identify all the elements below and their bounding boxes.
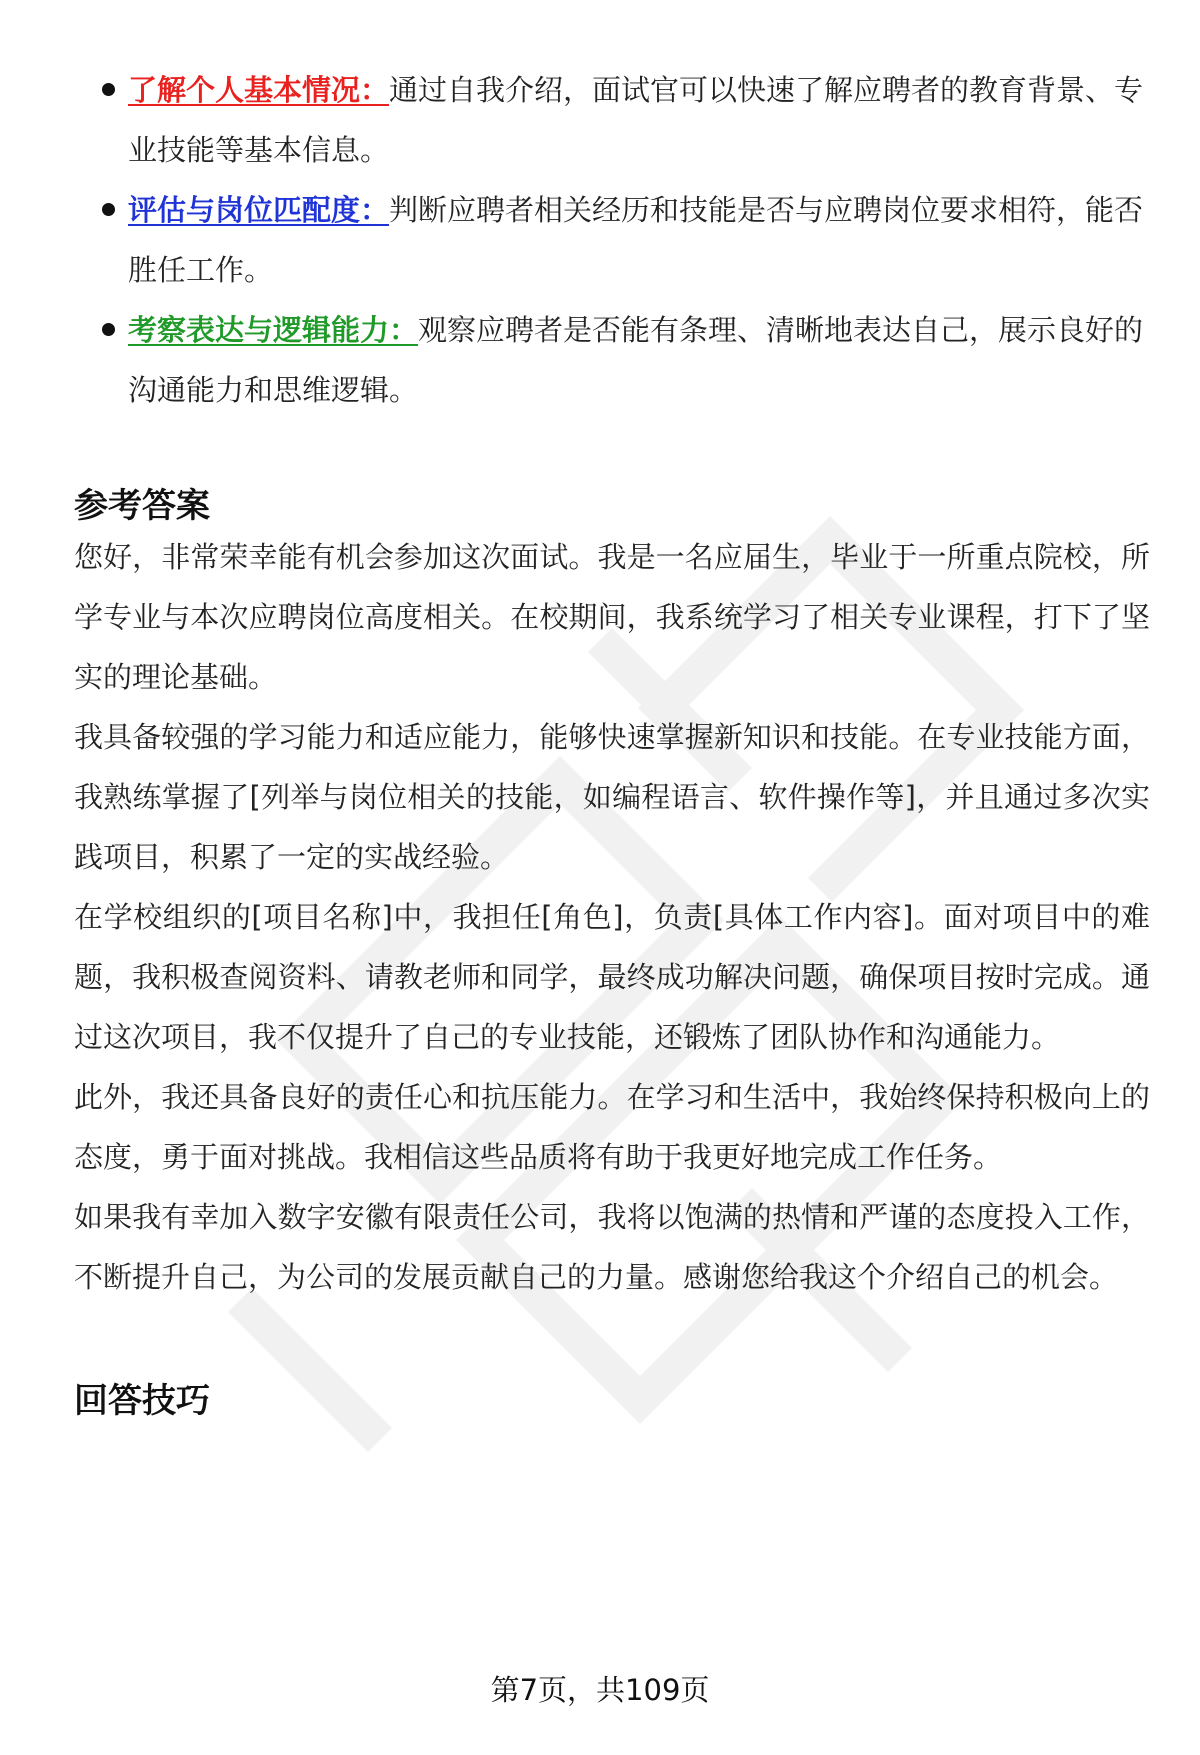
bullet-dot-icon	[102, 83, 115, 96]
bullet-dot-icon	[102, 203, 115, 216]
bullet-keyword: 评估与岗位匹配度：	[128, 193, 390, 227]
bullet-text: 观察应聘者是否能有条理、清晰地表达自己，展示良好的沟通能力和思维逻辑。	[128, 313, 1144, 407]
section-heading-tips: 回答技巧	[74, 1381, 210, 1421]
purpose-list	[74, 60, 1150, 420]
answer-paragraph: 此外，我还具备良好的责任心和抗压能力。在学习和生活中，我始终保持积极向上的态度，勇于面对挑战。我相信这些品质将有助于我更好地完成工作任务。	[74, 1080, 1150, 1174]
list-item	[74, 60, 1150, 180]
answer-paragraph: 如果我有幸加入数字安徽有限责任公司，我将以饱满的热情和严谨的态度投入工作，不断提升自己，为公司的发展贡献自己的力量。感谢您给我这个介绍自己的机会。	[74, 1200, 1150, 1294]
answer-paragraph: 您好，非常荣幸能有机会参加这次面试。我是一名应届生，毕业于一所重点院校，所学专业与本次应聘岗位高度相关。在校期间，我系统学习了相关专业课程，打下了坚实的理论基础。	[74, 540, 1150, 694]
answer-paragraph: 我具备较强的学习能力和适应能力，能够快速掌握新知识和技能。在专业技能方面，我熟练掌握了[列举与岗位相关的技能，如编程语言、软件操作等]，并且通过多次实践项目，积累了一定的实战经验。	[74, 720, 1150, 874]
bullet-dot-icon	[102, 323, 115, 336]
page-number: 第7页，共109页	[490, 1673, 710, 1707]
answer-paragraph: 在学校组织的[项目名称]中，我担任[角色]，负责[具体工作内容]。面对项目中的难题，我积极查阅资料、请教老师和同学，最终成功解决问题，确保项目按时完成。通过这次项目，我不仅提升了自己的专业技能，还锻炼了团队协作和沟通能力。	[74, 900, 1150, 1054]
list-item	[74, 180, 1150, 300]
bullet-keyword: 考察表达与逻辑能力：	[128, 313, 419, 347]
bullet-text: 判断应聘者相关经历和技能是否与应聘岗位要求相符，能否胜任工作。	[128, 193, 1144, 287]
bullet-keyword: 了解个人基本情况：	[128, 73, 390, 107]
bullet-text: 通过自我介绍，面试官可以快速了解应聘者的教育背景、专业技能等基本信息。	[128, 73, 1144, 167]
page-content	[74, 60, 1150, 1422]
list-item	[74, 300, 1150, 420]
section-heading-reference: 参考答案	[74, 486, 210, 526]
